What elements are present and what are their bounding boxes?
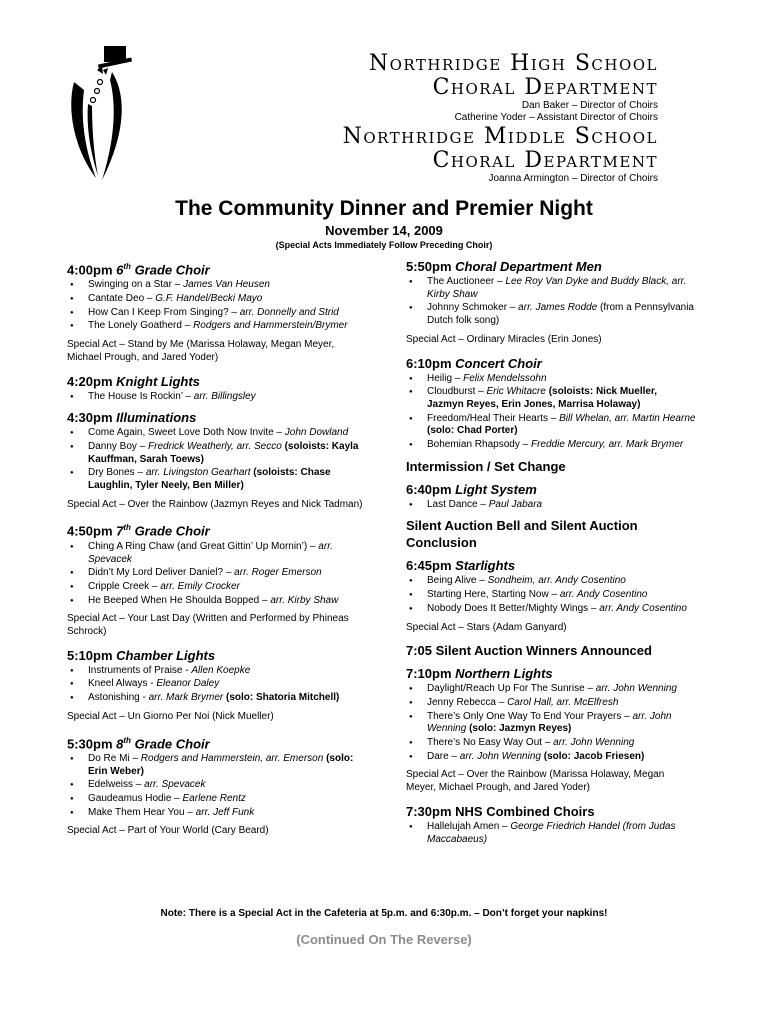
song-credit: arr. Mark Brymer	[148, 692, 224, 704]
song-credit: arr. Donnelly and Strid	[239, 306, 339, 318]
section-time: 4:50pm	[67, 523, 113, 539]
ms-name-line2: Choral Department	[432, 148, 658, 173]
song-list	[406, 373, 696, 452]
song-credit: Allen Koepke	[191, 664, 251, 676]
song-item	[406, 697, 696, 710]
song-title: Starting Here, Starting Now –	[427, 589, 560, 601]
song-item	[406, 737, 696, 750]
program-section	[67, 519, 367, 638]
section-name: Chamber Lights	[116, 647, 216, 663]
song-title: There’s No Easy Way Out –	[427, 737, 554, 749]
song-item	[406, 386, 696, 411]
song-credit: Freddie Mercury, arr. Mark Brymer	[530, 439, 684, 451]
special-act: Special Act – Over the Rainbow (Marissa Holaway, Megan Meyer, Michael Prough, and Jared Yoder)	[406, 769, 665, 794]
section-time: 4:00pm	[67, 262, 113, 278]
song-credit: arr. John Wenning	[459, 750, 541, 762]
song-title: Cripple Creek –	[88, 580, 161, 592]
song-credit: G.F. Handel/Becki Mayo	[155, 293, 263, 305]
top-hat-tuxedo-icon	[62, 42, 142, 182]
song-credit: Eric Whitacre	[486, 386, 546, 398]
ms-staff-1: Joanna Armington – Director of Choirs	[488, 173, 658, 184]
song-title: He Beeped When He Shoulda Bopped –	[88, 594, 271, 606]
song-item	[406, 589, 696, 602]
song-credit: arr. James Rodde	[518, 302, 598, 314]
hs-staff-2: Catherine Yoder – Assistant Director of Choirs	[454, 112, 658, 123]
song-item	[406, 683, 696, 696]
song-item	[406, 821, 696, 846]
song-credit: Sondheim, arr. Andy Cosentino	[487, 575, 626, 587]
song-item	[67, 779, 367, 792]
ms-name-line1: Northridge Middle School	[342, 124, 658, 149]
song-item	[406, 413, 696, 438]
song-title: How Can I Keep From Singing? –	[88, 306, 240, 318]
section-name: Northern Lights	[455, 666, 553, 682]
high-school-block	[369, 52, 658, 124]
song-list	[67, 541, 367, 608]
section-time: 4:20pm	[67, 373, 113, 389]
song-credit: John Dowland	[284, 427, 349, 439]
song-title: Cantate Deo –	[88, 293, 156, 305]
section-name: 8	[116, 735, 124, 751]
song-title: Nobody Does It Better/Mighty Wings –	[427, 602, 600, 614]
section-heading	[406, 481, 696, 498]
song-item	[67, 541, 367, 566]
program-section	[406, 458, 696, 475]
song-title: Didn’t My Lord Deliver Daniel? –	[88, 567, 235, 579]
song-item	[67, 581, 367, 594]
song-list	[406, 683, 696, 763]
song-title: Astonishing -	[88, 692, 149, 704]
song-credit: arr. Kirby Shaw	[270, 594, 339, 606]
song-credit: arr. John Wenning	[427, 710, 672, 735]
section-time: 7:10pm	[406, 666, 452, 682]
song-list	[406, 276, 696, 328]
program-left-column	[67, 258, 367, 846]
section-name: Light System	[455, 481, 537, 497]
program-section	[406, 517, 696, 551]
song-soloists: (solo: Chad Porter)	[427, 425, 518, 437]
section-name: 7	[116, 523, 124, 539]
song-title: Kneel Always -	[88, 678, 157, 690]
section-heading	[67, 258, 367, 278]
song-credit: Fredrick Weatherly, arr. Secco	[148, 440, 282, 452]
special-act: Special Act – Your Last Day (Written and Performed by Phineas Schrock)	[67, 613, 349, 638]
song-title: Daylight/Reach Up For The Sunrise –	[427, 683, 596, 695]
song-title: Do Re Mi –	[88, 752, 141, 764]
special-act: Special Act – Ordinary Miracles (Erin Jones)	[406, 333, 602, 345]
song-title: Bohemian Rhapsody –	[427, 439, 531, 451]
section-heading	[67, 519, 367, 539]
song-item	[67, 391, 367, 404]
song-credit: arr. Livingston Gearhart	[145, 467, 251, 479]
section-name: Intermission / Set Change	[406, 458, 566, 474]
song-title: Freedom/Heal Their Hearts –	[427, 412, 560, 424]
special-acts-note: (Special Acts Immediately Follow Preceding Choir)	[275, 240, 493, 250]
section-heading	[406, 517, 696, 551]
song-credit: Eleanor Daley	[156, 678, 220, 690]
section-time: 6:40pm	[406, 481, 452, 497]
song-soloists: (solo: Erin Weber)	[88, 752, 354, 777]
song-credit: Bill Whelan, arr. Martin Hearne	[559, 412, 696, 424]
song-credit: arr. Spevacek	[88, 540, 333, 565]
section-time: 6:45pm	[406, 558, 452, 574]
song-item	[406, 603, 696, 616]
song-title: Hallelujah Amen –	[427, 820, 511, 832]
song-item	[406, 711, 696, 736]
song-credit: arr. Spevacek	[144, 779, 206, 791]
event-date: November 14, 2009	[325, 223, 443, 238]
section-heading	[406, 557, 696, 574]
song-title: Johnny Schmoker –	[427, 302, 519, 314]
song-credit: arr. Andy Cosentino	[599, 602, 687, 614]
program-section	[406, 803, 696, 846]
song-title: Jenny Rebecca –	[427, 696, 508, 708]
program-section	[67, 258, 367, 365]
section-time: 5:50pm	[406, 259, 452, 274]
page-title: The Community Dinner and Premier Night	[175, 197, 593, 220]
song-credit: arr. Emily Crocker	[160, 580, 240, 592]
section-time: 4:30pm	[67, 410, 113, 426]
section-name-rest: Grade Choir	[130, 735, 210, 751]
song-item	[406, 575, 696, 588]
song-credit: James Van Heusen	[183, 279, 270, 291]
special-act: Special Act – Stand by Me (Marissa Holaway, Megan Meyer, Michael Prough, and Jared Yoder)	[67, 339, 335, 363]
song-list	[67, 279, 367, 333]
section-heading	[406, 458, 696, 475]
song-item	[67, 320, 367, 333]
section-time: 7:30pm	[406, 803, 452, 819]
middle-school-block	[343, 125, 658, 185]
song-item	[67, 467, 367, 492]
section-name: Illuminations	[116, 410, 197, 426]
song-note: (from a Pennsylvania Dutch folk song)	[427, 302, 694, 327]
song-credit: Paul Jabara	[488, 498, 543, 510]
special-act: Special Act – Un Giorno Per Noi (Nick Mueller)	[67, 710, 274, 722]
section-name: NHS Combined Choirs	[455, 803, 595, 819]
song-title: Ching A Ring Chaw (and Great Gittin’ Up Mornin’) –	[88, 540, 319, 552]
song-credit: Earlene Rentz	[182, 792, 246, 804]
song-soloists: (solo: Jazmyn Reyes)	[469, 723, 572, 735]
song-credit: arr. John Wenning	[553, 737, 635, 749]
section-name: Knight Lights	[116, 373, 200, 389]
song-item	[406, 439, 696, 452]
song-item	[406, 499, 696, 512]
section-name: Starlights	[455, 558, 516, 574]
song-item	[406, 373, 696, 386]
song-list	[406, 575, 696, 615]
song-credit: arr. Andy Cosentino	[559, 589, 648, 601]
program-section	[406, 665, 696, 795]
special-act: Special Act – Part of Your World (Cary Beard)	[67, 825, 269, 837]
song-item	[67, 595, 367, 608]
section-name: Silent Auction Bell and Silent Auction Conclusion	[406, 518, 638, 551]
section-heading	[67, 373, 367, 390]
song-title: Edelweiss –	[88, 779, 145, 791]
special-act: Special Act – Over the Rainbow (Jazmyn Reyes and Nick Tadman)	[67, 498, 363, 510]
program-section	[406, 557, 696, 634]
hs-staff-1: Dan Baker – Director of Choirs	[521, 100, 658, 111]
program-section	[67, 373, 367, 404]
song-soloists: (solo: Jacob Friesen)	[543, 750, 645, 762]
song-item	[67, 692, 367, 705]
song-title: The Auctioneer –	[427, 276, 506, 287]
section-name: Concert Choir	[455, 355, 542, 371]
song-title: Come Again, Sweet Love Doth Now Invite –	[88, 427, 285, 439]
song-title: Instruments of Praise -	[88, 664, 192, 676]
special-act: Special Act – Stars (Adam Ganyard)	[406, 621, 567, 633]
song-title: Danny Boy –	[88, 440, 149, 452]
song-title: There’s Only One Way To End Your Prayers –	[427, 710, 633, 722]
song-credit: Rodgers and Hammerstein/Brymer	[193, 320, 348, 332]
section-time: 6:10pm	[406, 355, 452, 371]
song-credit: Carol Hall, arr. McElfresh	[507, 696, 619, 708]
song-item	[67, 753, 367, 778]
section-heading	[67, 647, 367, 664]
song-title: Cloudburst –	[427, 386, 487, 398]
song-title: Swinging on a Star –	[88, 279, 184, 291]
footnote: Note: There is a Special Act in the Cafeteria at 5p.m. and 6:30p.m. – Don’t forget your napkins!	[160, 908, 608, 919]
song-item	[67, 807, 367, 820]
section-name-suffix: th	[123, 735, 131, 745]
song-title: Gaudeamus Hodie –	[88, 792, 183, 804]
song-item	[67, 567, 367, 580]
song-item	[67, 427, 367, 440]
section-name: 6	[116, 262, 124, 278]
section-heading	[406, 642, 696, 659]
hs-name-line1: Northridge High School	[368, 51, 658, 76]
section-heading	[406, 258, 696, 275]
song-item	[406, 302, 696, 327]
program-section	[406, 258, 696, 347]
song-title: Being Alive –	[427, 575, 488, 587]
song-item	[67, 279, 367, 292]
song-credit: Rodgers and Hammerstein, arr. Emerson	[140, 752, 324, 764]
hs-name-line2: Choral Department	[432, 75, 658, 100]
program-section	[406, 355, 696, 452]
song-list	[67, 753, 367, 820]
section-time: 5:10pm	[67, 647, 113, 663]
program-section	[67, 409, 367, 511]
song-list	[406, 499, 696, 512]
section-name: Choral Department Men	[455, 259, 602, 274]
section-heading	[406, 665, 696, 682]
song-soloists: (soloists: Kayla Kauffman, Sarah Toews)	[88, 440, 359, 465]
section-name-suffix: th	[123, 262, 131, 271]
song-credit: arr. John Wenning	[595, 683, 677, 695]
song-credit: arr. Jeff Funk	[195, 806, 255, 818]
song-soloists: (soloists: Chase Laughlin, Tyler Neely, Ben Miller)	[88, 467, 331, 492]
song-title: Heilig –	[427, 372, 464, 384]
song-list	[67, 665, 367, 705]
song-credit: arr. Roger Emerson	[234, 567, 322, 579]
program-section	[406, 642, 696, 659]
song-item	[406, 751, 696, 764]
song-item	[406, 276, 696, 301]
section-name: 7:05 Silent Auction Winners Announced	[406, 643, 652, 659]
song-soloists: (solo: Shatoria Mitchell)	[226, 692, 340, 704]
song-title: The House Is Rockin’ –	[88, 390, 194, 402]
song-title: Dry Bones –	[88, 467, 146, 479]
section-heading	[406, 803, 696, 820]
song-credit: Lee Roy Van Dyke and Buddy Black, arr. Kirby Shaw	[427, 276, 687, 300]
song-title: Dare –	[427, 750, 460, 762]
song-list	[67, 427, 367, 493]
song-credit: Felix Mendelssohn	[463, 372, 547, 384]
section-name-rest: Grade Choir	[130, 523, 210, 539]
song-soloists: (soloists: Nick Mueller, Jazmyn Reyes, Erin Jones, Marrisa Holaway)	[427, 386, 658, 410]
song-list	[67, 391, 367, 404]
header	[0, 0, 768, 190]
program-section	[67, 732, 367, 839]
song-item	[67, 793, 367, 806]
section-name-suffix: th	[123, 523, 131, 533]
song-item	[67, 293, 367, 306]
section-heading	[67, 732, 367, 752]
song-title: Make Them Hear You –	[88, 806, 196, 818]
program-right-column	[406, 258, 696, 852]
section-heading	[406, 355, 696, 372]
song-list	[406, 821, 696, 846]
song-credit: arr. Billingsley	[193, 390, 256, 402]
song-item	[67, 307, 367, 320]
program-section	[67, 647, 367, 724]
song-item	[67, 678, 367, 691]
section-heading	[67, 409, 367, 426]
song-item	[67, 441, 367, 466]
section-name-rest: Grade Choir	[130, 262, 210, 278]
song-title: The Lonely Goatherd –	[88, 320, 194, 332]
song-title: Last Dance –	[427, 498, 489, 510]
program-section	[406, 481, 696, 512]
section-time: 5:30pm	[67, 735, 113, 751]
song-item	[67, 665, 367, 678]
continued-note: (Continued On The Reverse)	[296, 932, 472, 947]
song-credit: George Friedrich Handel (from Judas Maccabaeus)	[427, 820, 676, 845]
